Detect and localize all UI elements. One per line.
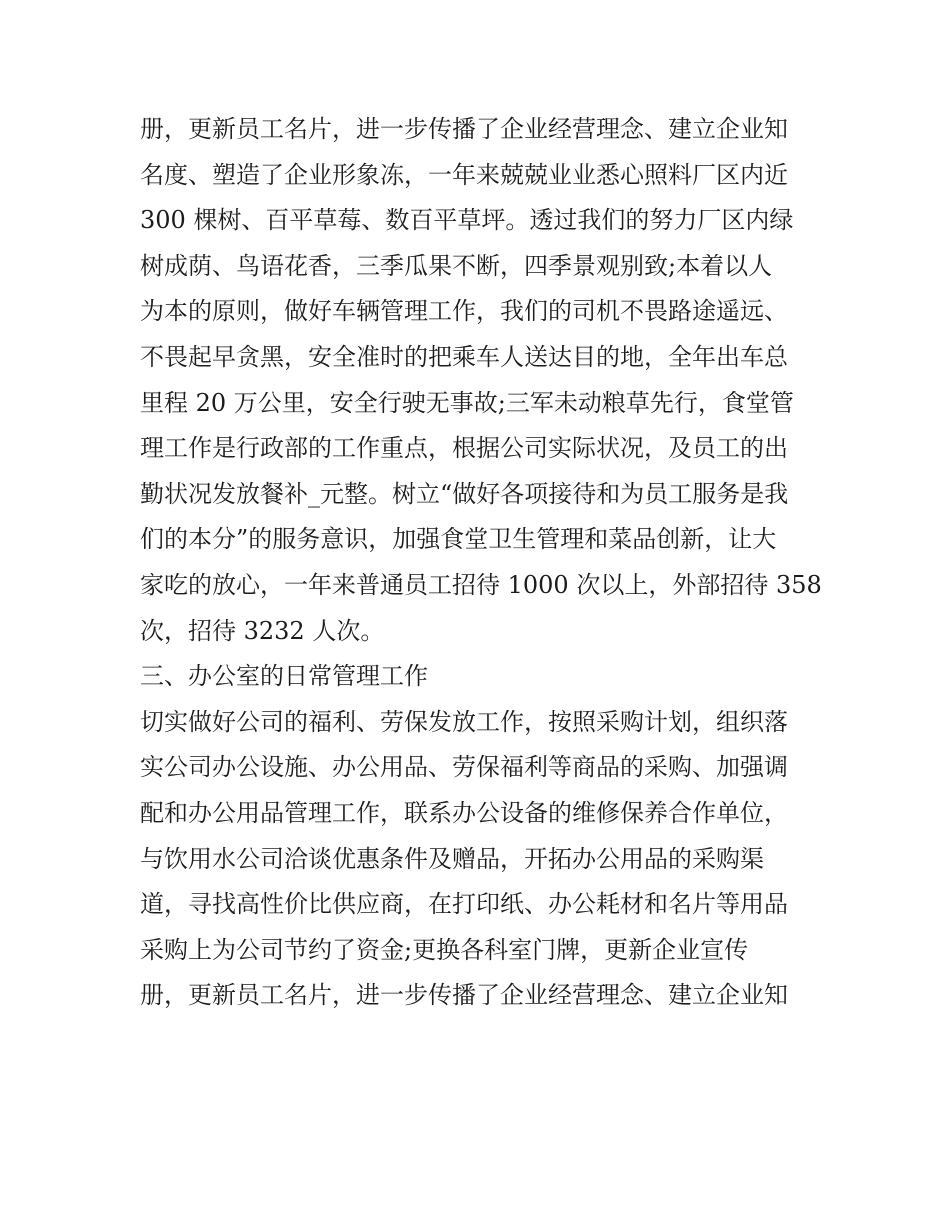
text-line: 名度、塑造了企业形象冻，一年来兢兢业业悉心照料厂区内近 <box>140 160 788 189</box>
text-line: 次，招待 3232 人次。 <box>140 616 385 645</box>
text-line: 与饮用水公司洽谈优惠条件及赠品，开拓办公用品的采购渠 <box>140 844 764 873</box>
text-line: 理工作是行政部的工作重点，根据公司实际状况，及员工的出 <box>140 434 788 463</box>
text-line: 采购上为公司节约了资金;更换各科室门牌，更新企业宣传 <box>140 935 749 964</box>
text-line: 树成荫、鸟语花香，三季瓜果不断，四季景观别致;本着以人 <box>140 251 773 280</box>
text-line: 册，更新员工名片，进一步传播了企业经营理念、建立企业知 <box>140 981 788 1010</box>
text-line: 配和办公用品管理工作，联系办公设备的维修保养合作单位， <box>140 798 788 827</box>
text-line: 实公司办公设施、办公用品、劳保福利等商品的采购、加强调 <box>140 753 788 782</box>
text-line: 道，寻找高性价比供应商，在打印纸、办公耗材和名片等用品 <box>140 890 788 919</box>
text-line: 300 棵树、百平草莓、数百平草坪。透过我们的努力厂区内绿 <box>140 206 794 235</box>
text-line: 们的本分”的服务意识，加强食堂卫生管理和菜品创新，让大 <box>140 525 777 554</box>
text-line: 册，更新员工名片，进一步传播了企业经营理念、建立企业知 <box>140 115 788 143</box>
text-line: 里程 20 万公里，安全行驶无事故;三军未动粮草先行，食堂管 <box>140 388 794 417</box>
text-line: 切实做好公司的福利、劳保发放工作，按照采购计划，组织落 <box>140 707 788 736</box>
text-line: 为本的原则，做好车辆管理工作，我们的司机不畏路途遥远、 <box>140 297 788 326</box>
text-line: 不畏起早贪黑，安全准时的把乘车人送达目的地，全年出车总 <box>140 342 788 371</box>
text-line: 家吃的放心，一年来普通员工招待 1000 次以上，外部招待 358 <box>140 570 822 599</box>
body-text <box>140 107 840 1019</box>
section-heading: 三、办公室的日常管理工作 <box>140 662 428 691</box>
text-line: 勤状况发放餐补_元整。树立“做好各项接待和为员工服务是我 <box>140 479 789 508</box>
